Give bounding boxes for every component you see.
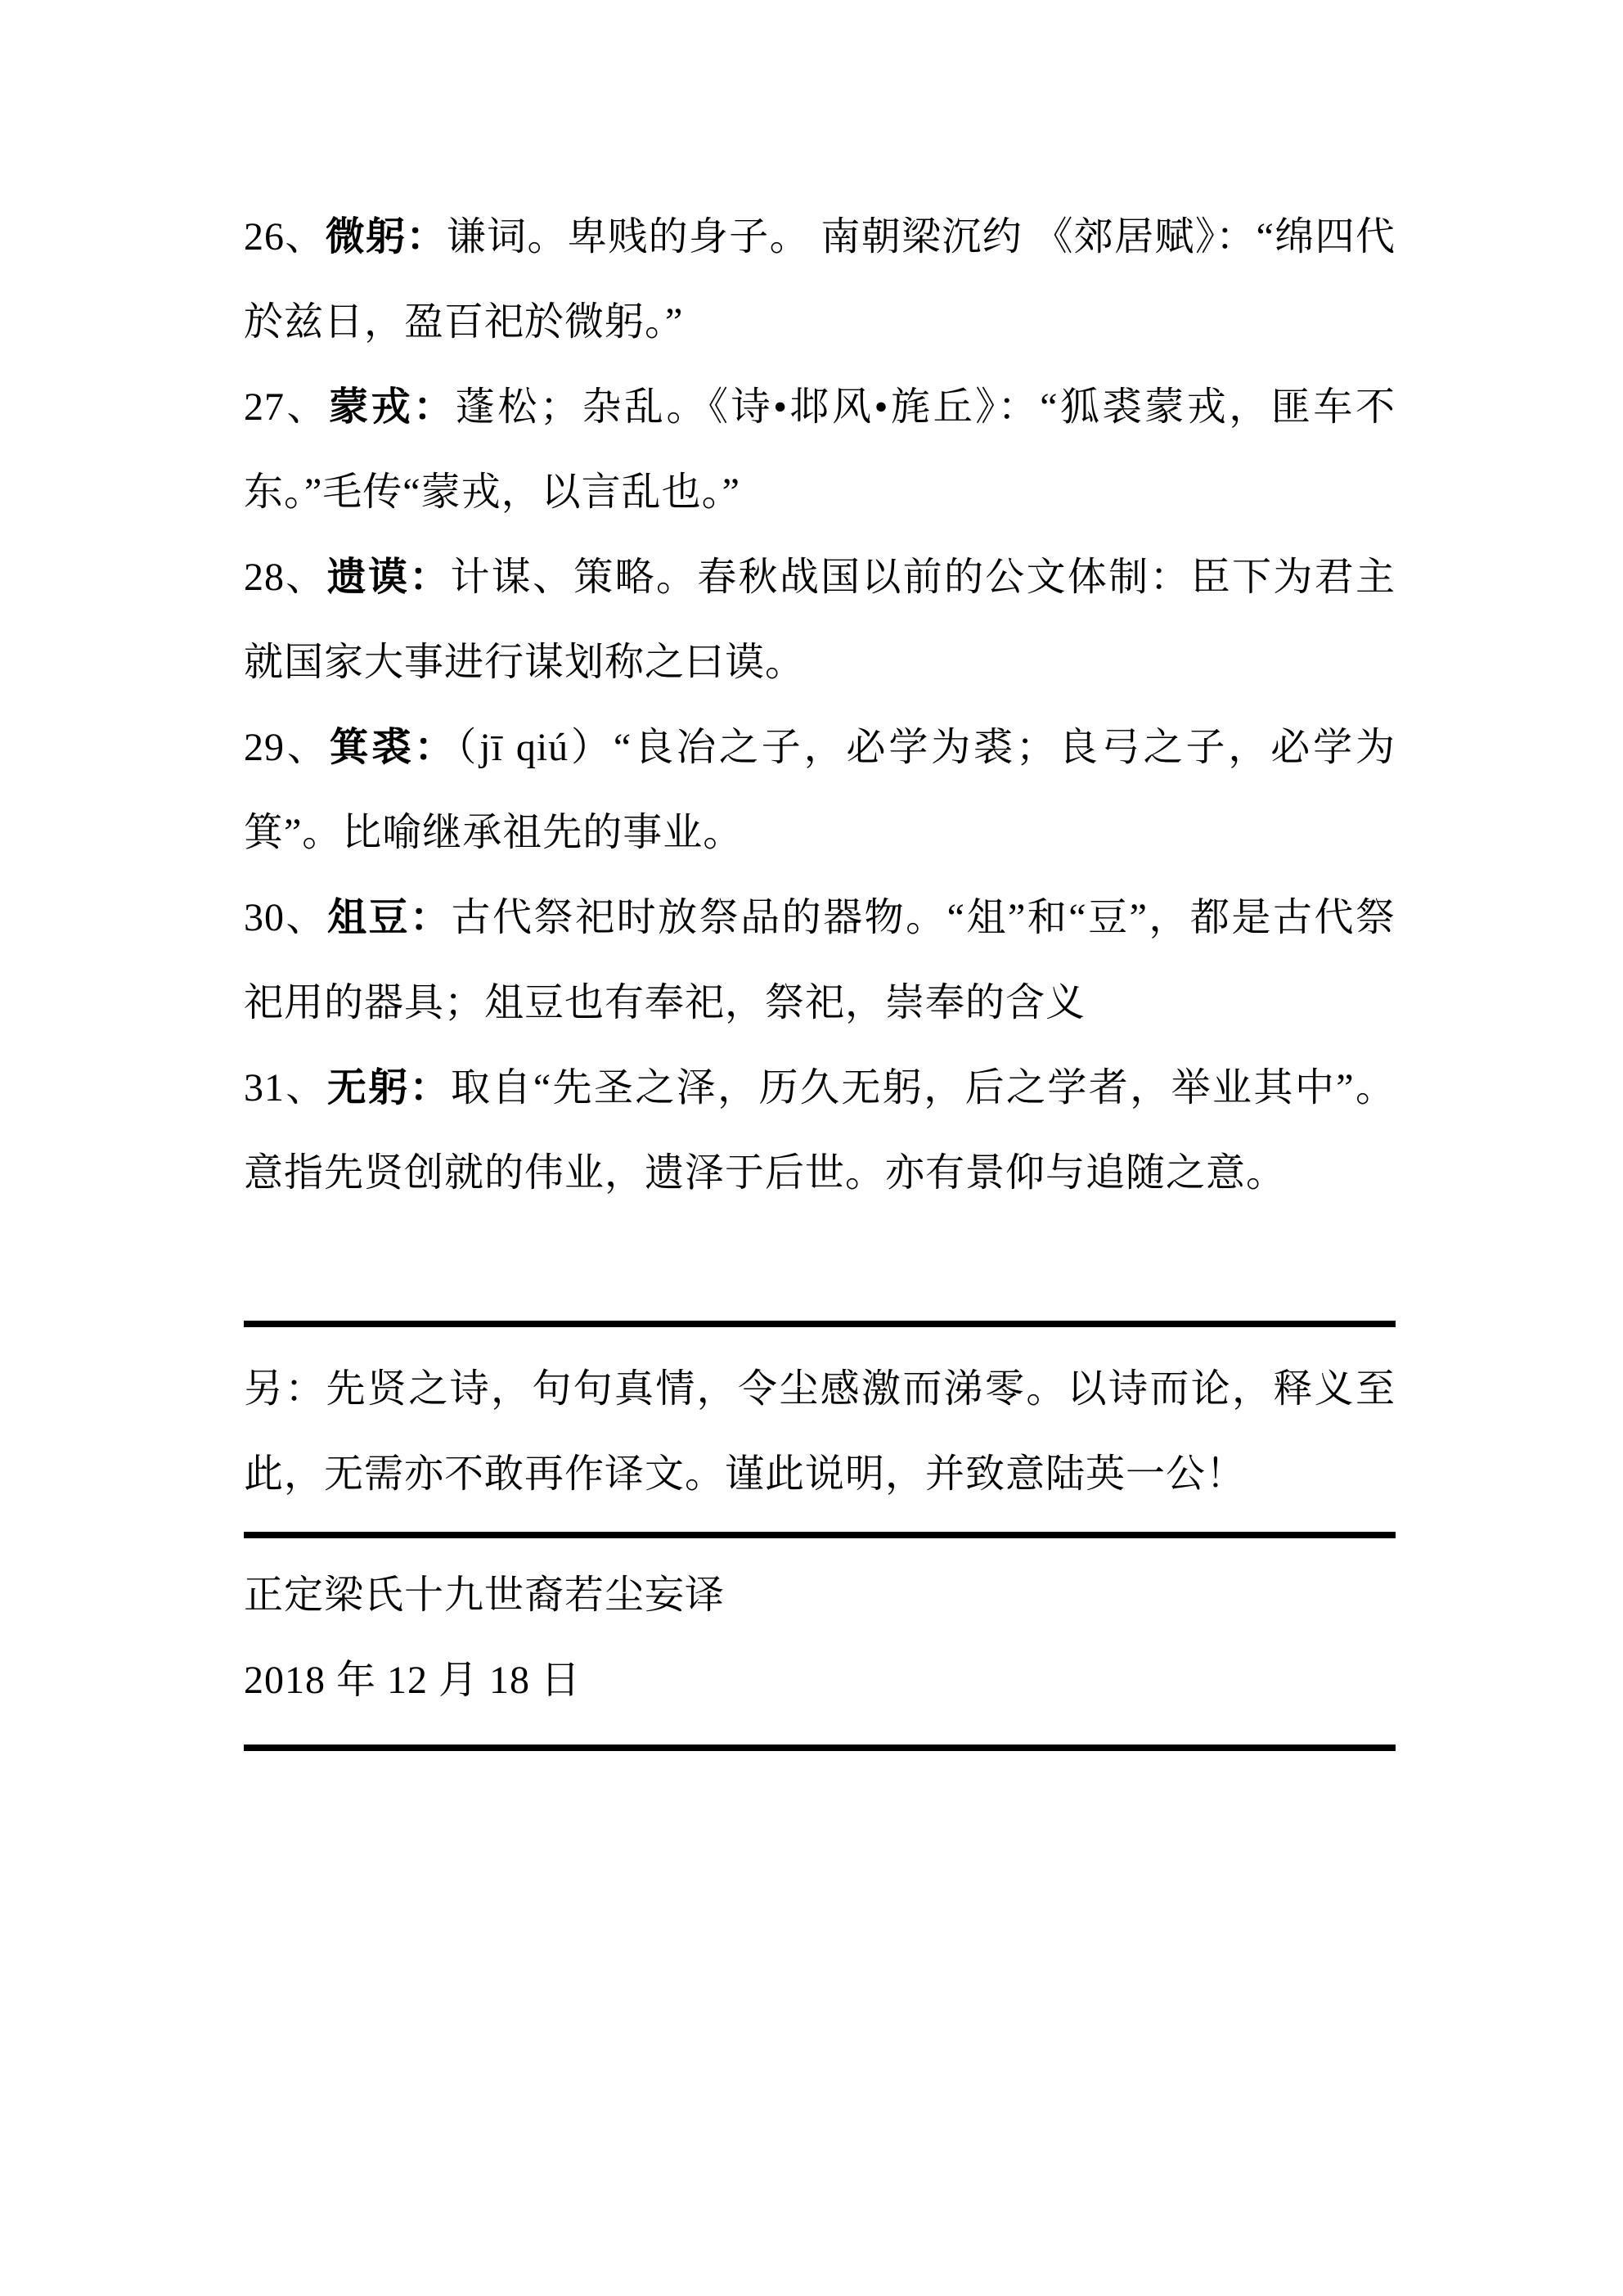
entry-number: 29、: [244, 726, 330, 769]
entry-definition: 谦词。卑贱的身子。 南朝梁沉约 《郊居赋》：“绵四代於兹日，盈百祀於微躬。”: [244, 215, 1396, 344]
entry-definition: 取自“先圣之泽，历久无躬，后之学者，举业其中”。意指先贤创就的伟业，遗泽于后世。亦有景仰与追随之意。: [244, 1066, 1396, 1195]
signature-date-line: 2018 年 12 月 18 日: [244, 1659, 582, 1702]
glossary-entry-28: [244, 535, 1396, 705]
divider-rule-top: [244, 1321, 1396, 1327]
glossary-entry-27: [244, 365, 1396, 535]
entry-definition: （jī qiú）“良冶之子，必学为裘；良弓之子，必学为箕”。比喻继承祖先的事业。: [244, 726, 1396, 854]
entry-term: 箕裘：: [329, 726, 457, 769]
entry-term: 蒙戎：: [329, 385, 456, 429]
signature-translator-line: 正定梁氏十九世裔若尘妄译: [244, 1573, 726, 1617]
glossary-entry-31: [244, 1046, 1396, 1216]
entry-term: 微躬：: [325, 215, 447, 259]
term-colon: ：: [413, 385, 456, 429]
entry-number: 30、: [244, 896, 328, 939]
entry-number: 27、: [244, 385, 330, 429]
term-colon: ：: [406, 215, 447, 259]
entry-number: 28、: [244, 556, 327, 599]
entry-term: 遗谟：: [326, 556, 451, 599]
glossary-entry-29: [244, 705, 1396, 876]
glossary-entry-30: [244, 876, 1396, 1046]
term-colon: ：: [409, 556, 451, 599]
entry-definition: 蓬松；杂乱。《诗•邶风•旄丘》：“狐裘蒙戎，匪车不东。”毛传“蒙戎，以言乱也。”: [244, 385, 1396, 514]
term-colon: ：: [409, 1066, 452, 1110]
glossary-section: [244, 195, 1396, 1216]
entry-number: 26、: [244, 215, 326, 259]
term-colon: ：: [414, 726, 457, 769]
divider-rule-bottom: [244, 1745, 1396, 1751]
term-colon: ：: [410, 896, 452, 939]
divider-rule-middle: [244, 1532, 1396, 1538]
entry-number: 31、: [244, 1066, 327, 1110]
note-paragraph: 另：先贤之诗，句句真情，令尘感激而涕零。以诗而论，释义至此，无需亦不敢再作译文。谨此说明，并致意陆英一公！: [244, 1367, 1396, 1496]
entry-definition: 古代祭祀时放祭品的器物。“俎”和“豆”，都是古代祭祀用的器具；俎豆也有奉祀，祭祀，崇奉的含义: [244, 896, 1396, 1024]
entry-term: 俎豆：: [327, 896, 452, 939]
glossary-entry-26: [244, 195, 1396, 365]
entry-definition: 计谋、策略。春秋战国以前的公文体制：臣下为君主就国家大事进行谋划称之曰谟。: [244, 556, 1396, 684]
signature-block: [244, 1553, 1396, 1723]
entry-term: 无躬：: [326, 1066, 452, 1110]
